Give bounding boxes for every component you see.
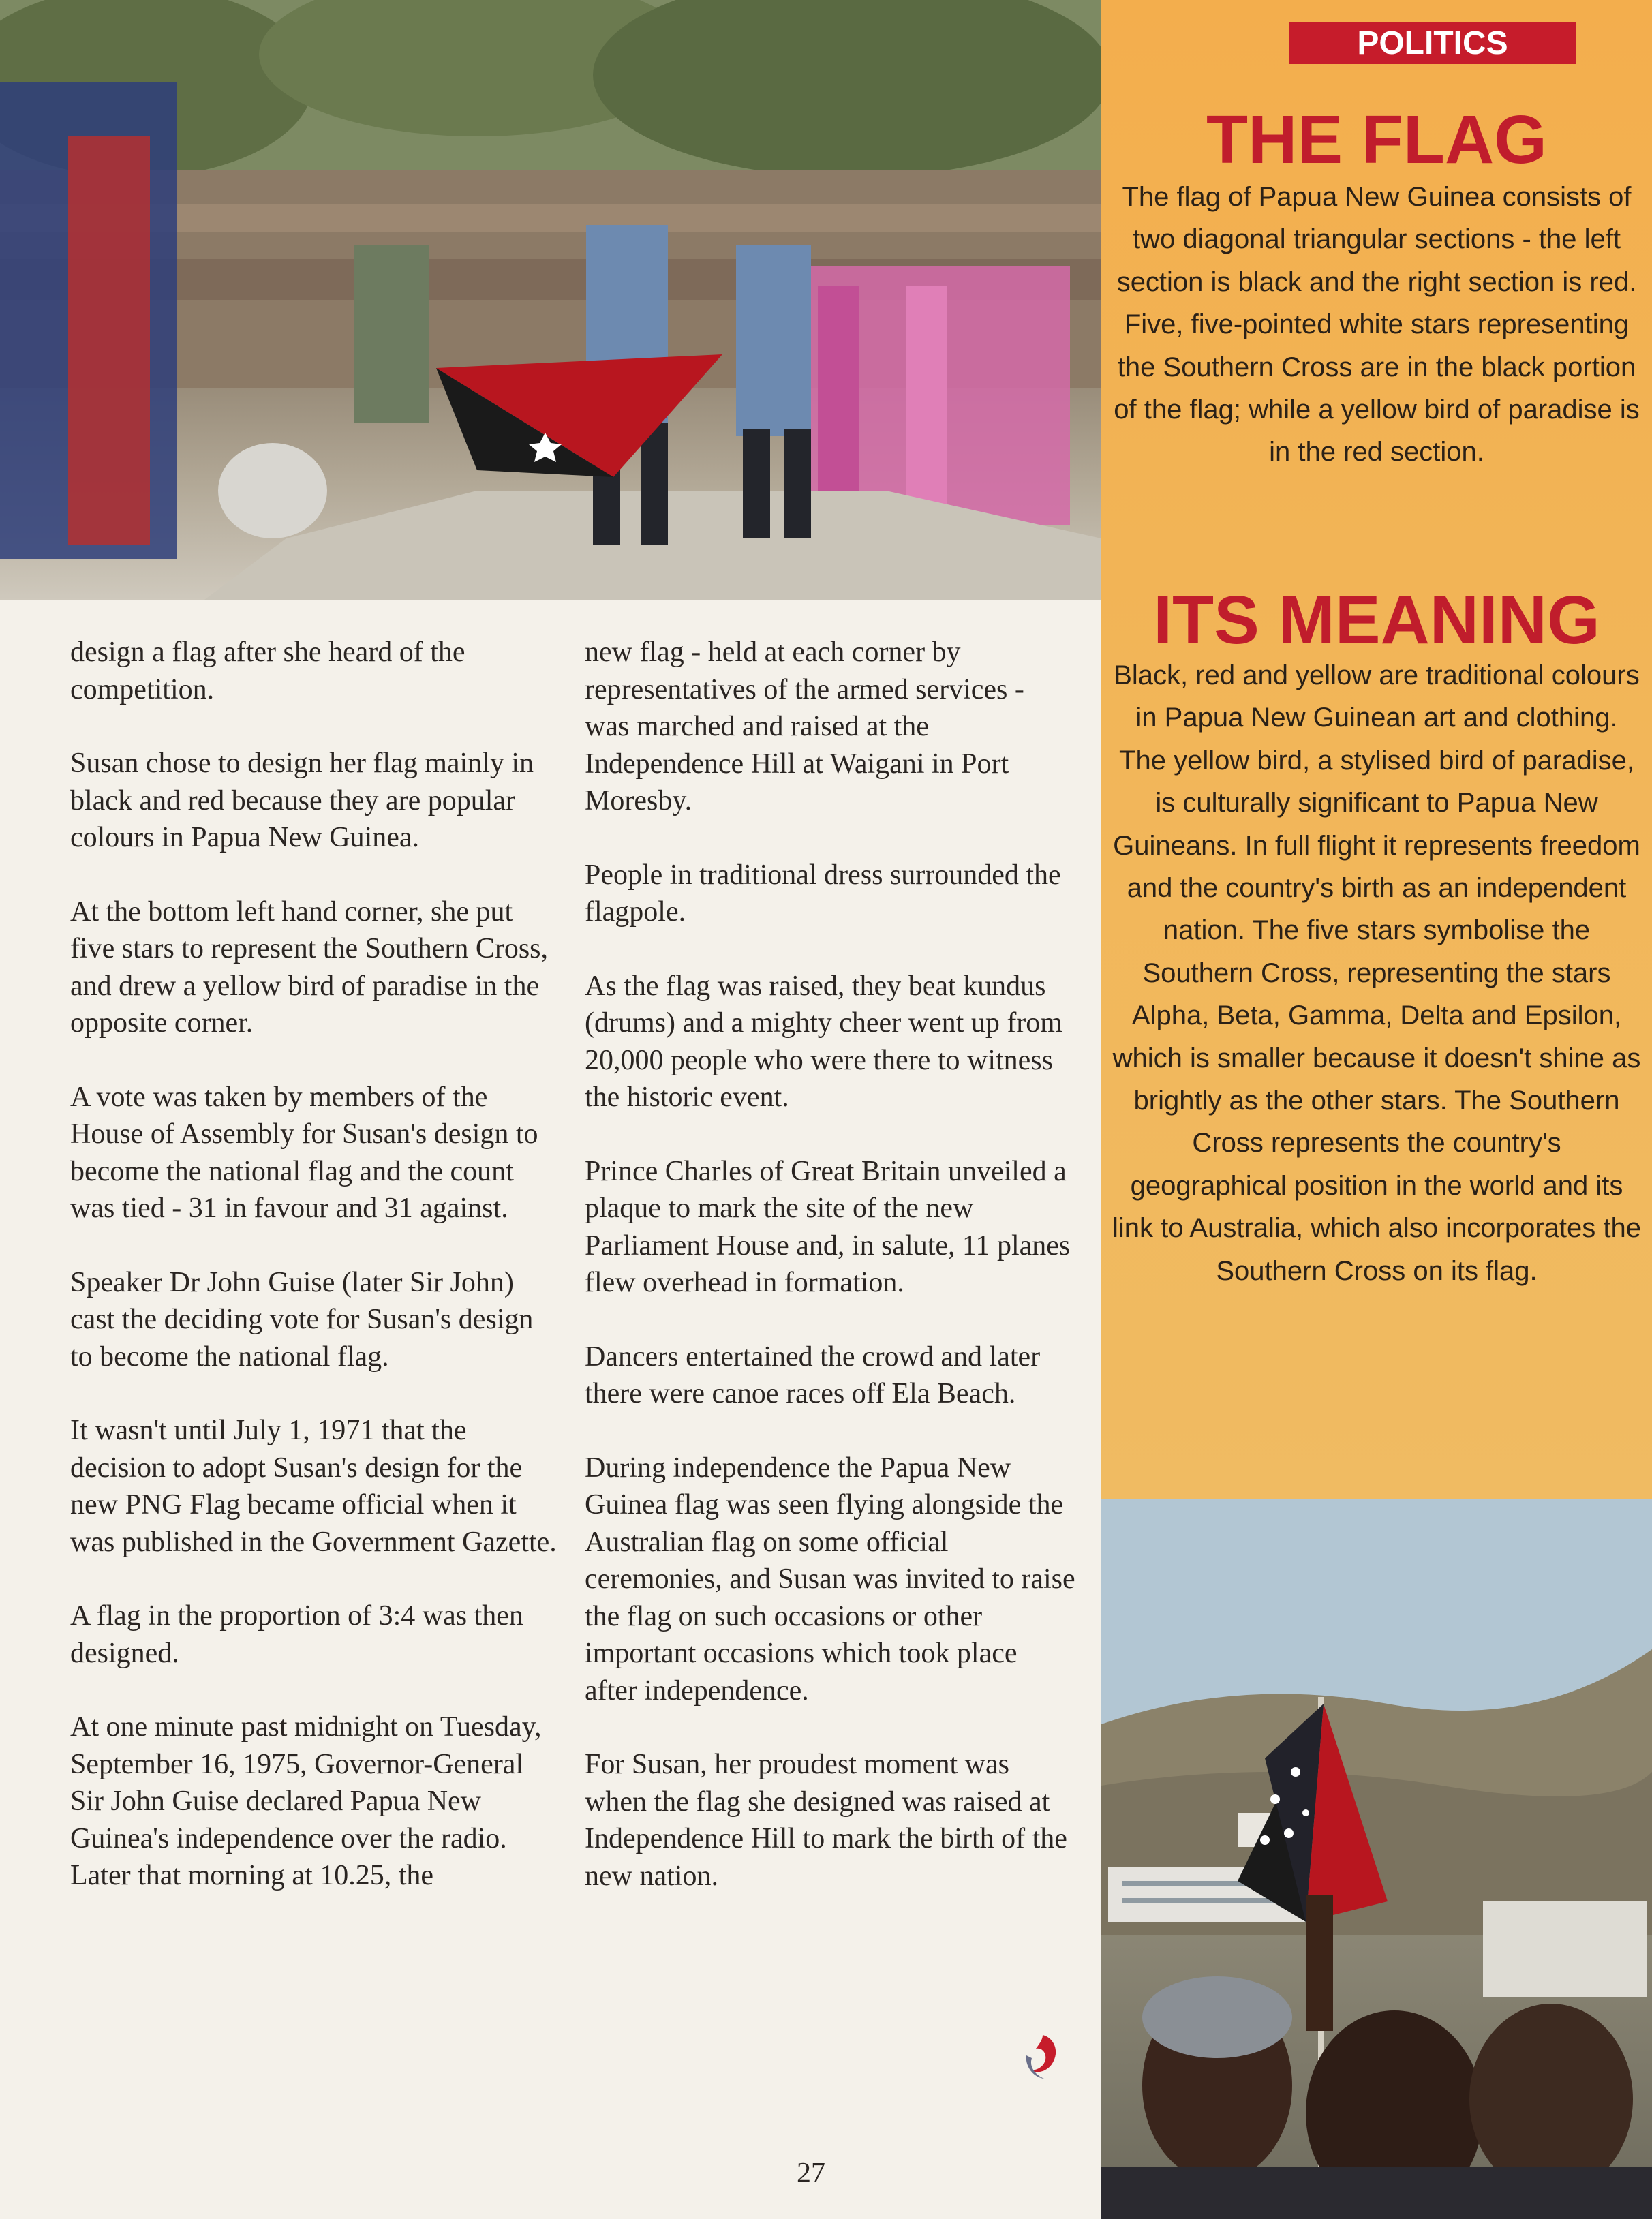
body-paragraph: At the bottom left hand corner, she put five stars to represent the Southern Cross, and drew a yellow bird of paradise in the opposite corner. <box>70 896 549 1039</box>
body-paragraph: At one minute past midnight on Tuesday, September 16, 1975, Governor-General Sir John Guise declared Papua New Guinea's independence over the radio. Later that morning at 10.25, the <box>70 1711 542 1891</box>
flag-heading: THE FLAG <box>1206 102 1547 178</box>
body-paragraph: new flag - held at each corner by representatives of the armed services - was marched and raised at the Independence Hill at Waigani in Port Moresby. <box>585 637 1024 816</box>
body-paragraph: People in traditional dress surrounded the flagpole. <box>585 859 1061 928</box>
body-paragraph: During independence the Papua New Guinea flag was seen flying alongside the Australian flag on some official ceremonies, and Susan was invited to raise the flag on such occasions or other important occasions which took place after independence. <box>585 1452 1075 1707</box>
meaning-heading: ITS MEANING <box>1153 582 1600 658</box>
parade-photo-illustration <box>0 0 1101 600</box>
body-paragraph: Prince Charles of Great Britain unveiled a plaque to mark the site of the new Parliament House and, in salute, 11 planes flew overhead in formation. <box>585 1155 1071 1298</box>
body-paragraph: It wasn't until July 1, 1971 that the decision to adopt Susan's design for the new PNG Flag became official when it was published in the Government Gazette. <box>70 1415 557 1558</box>
body-paragraph: design a flag after she heard of the competition. <box>70 637 465 705</box>
body-paragraph: Speaker Dr John Guise (later Sir John) cast the deciding vote for Susan's design to become the national flag. <box>70 1266 534 1373</box>
body-paragraph: Dancers entertained the crowd and later there were canoe races off Ela Beach. <box>585 1341 1041 1409</box>
body-paragraph: As the flag was raised, they beat kundus (drums) and a mighty cheer went up from 20,000 people who were there to witness the historic event. <box>585 970 1062 1113</box>
page-number: 27 <box>797 2158 825 2189</box>
meaning-description: Black, red and yellow are traditional colours in Papua New Guinean art and clothing. The yellow bird, a stylised bird of paradise, is culturally significant to Papua New Guineans. In full flight it represents freedom and the country's birth as an independent nation. The five stars symbolise the Southern Cross, representing the stars Alpha, Beta, Gamma, Delta and Epsilon, which is smaller because it doesn't shine as brightly as the other stars. The Southern Cross represents the country's geographical position in the world and its link to Australia, which also incorporates the Southern Cross on its flag. <box>1112 660 1641 1286</box>
body-column-left <box>70 634 561 1931</box>
flag-description: The flag of Papua New Guinea consists of two diagonal triangular sections - the left section is black and the right section is red. Five, five-pointed white stars representing the Southern Cross are in the black portion of the flag; while a yellow bird of paradise is in the red section. <box>1114 182 1640 468</box>
section-tag: POLITICS <box>1289 22 1576 64</box>
body-paragraph: Susan chose to design her flag mainly in black and red because they are popular colours in Papua New Guinea. <box>70 748 534 853</box>
body-column-middle <box>585 634 1075 1931</box>
body-paragraph: A flag in the proportion of 3:4 was then designed. <box>70 1600 523 1669</box>
body-paragraph: A vote was taken by members of the House of Assembly for Susan's design to become the national flag and the count was tied - 31 in favour and 31 against. <box>70 1081 538 1224</box>
bird-of-paradise-icon <box>1020 2031 1063 2081</box>
crowd-flag-photo <box>1101 1499 1652 2219</box>
crowd-flag-illustration <box>1101 1499 1652 2219</box>
parade-photo <box>0 0 1101 600</box>
body-paragraph: For Susan, her proudest moment was when the flag she designed was raised at Independence Hill to mark the birth of the new nation. <box>585 1749 1067 1892</box>
